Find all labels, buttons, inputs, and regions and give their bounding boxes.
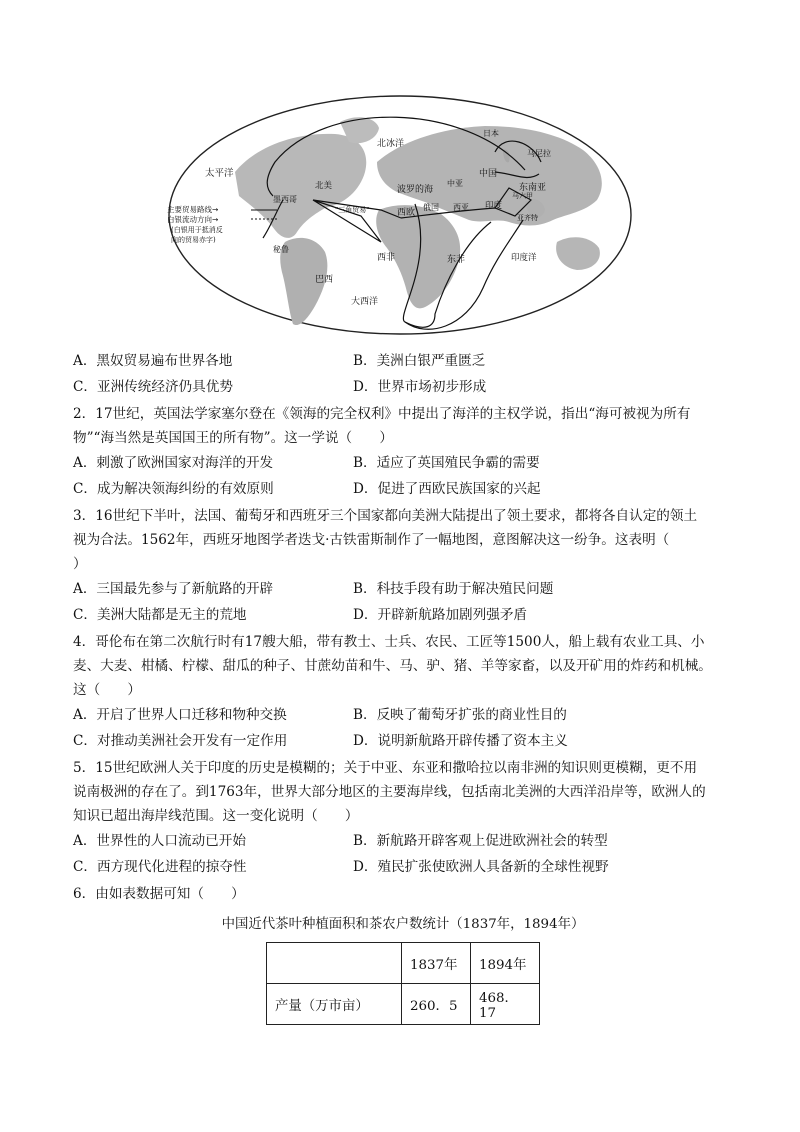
map-label-jakarta: 亚齐特 <box>517 214 538 222</box>
q3-line-3: ） <box>73 556 87 572</box>
q4-stem <box>73 630 733 702</box>
q3-option-a[interactable]: A．三国最先参与了新航路的开辟 <box>73 581 274 597</box>
q4-line-3: 这（ ） <box>73 682 141 698</box>
q3-option-c[interactable]: C．美洲大陆都是无主的荒地 <box>73 607 247 623</box>
q2-options-row-2 <box>73 476 733 502</box>
map-label-western-europe: 西欧 <box>397 208 416 218</box>
map-label-pacific: 太平洋 <box>205 168 234 179</box>
q5-line-1: 5．15世纪欧洲人关于印度的历史是模糊的；关于中亚、东亚和撒哈拉以南非洲的知识则更模糊，更不用 <box>73 760 698 776</box>
table-header-1837: 1837年 <box>402 943 471 984</box>
map-label-brazil: 巴西 <box>315 275 334 285</box>
table-header-row <box>267 943 540 984</box>
q3-line-1: 3．16世纪下半叶，法国、葡萄牙和西班牙三个国家都向美洲大陆提出了领土要求，都将各自认定的领土 <box>73 508 698 524</box>
q6-stem: 6．由如表数据可知（ ） <box>73 886 245 902</box>
q4-option-d[interactable]: D．说明新航路开辟传播了资本主义 <box>353 733 568 749</box>
world-map-svg <box>165 92 635 338</box>
map-label-malacca: 马六甲 <box>512 192 533 200</box>
q1-option-c[interactable]: C．亚洲传统经济仍具优势 <box>73 379 233 395</box>
table-cell-1894: 468．17 <box>471 984 540 1025</box>
q5-line-3: 知识已超出海岸线范围。这一变化说明（ ） <box>73 808 359 824</box>
q3-options-row-2 <box>73 602 733 628</box>
q2-option-c[interactable]: C．成为解决领海纠纷的有效原则 <box>73 481 274 497</box>
q3-stem <box>73 504 733 576</box>
map-label-atlantic: 大西洋 <box>351 297 379 307</box>
q5-option-d[interactable]: D．殖民扩张使欧洲人具备新的全球性视野 <box>353 859 609 875</box>
q4-line-2: 麦、大麦、柑橘、柠檬、甜瓜的种子、甘蔗幼苗和牛、马、驴、猪、羊等家畜，以及开矿用的炸药和机械。 <box>73 658 712 674</box>
map-label-east-africa: 东非 <box>447 255 466 265</box>
table-header-empty <box>267 943 402 984</box>
q5-option-c[interactable]: C．西方现代化进程的掠夺性 <box>73 859 247 875</box>
map-label-russia: 俄国 <box>423 203 439 212</box>
q1-option-b[interactable]: B．美洲白银严重匮乏 <box>353 353 486 369</box>
q5-line-2: 说南极洲的存在了。到1763年，世界大部分地区的主要海岸线，包括南北美洲的大西洋沿岸等，欧洲人的 <box>73 784 706 800</box>
q1-options-row-1 <box>73 348 733 374</box>
trade-route-map <box>165 92 635 338</box>
q4-option-b[interactable]: B．反映了葡萄牙扩张的商业性目的 <box>353 707 567 723</box>
table-row-label: 产量（万市亩） <box>267 984 402 1025</box>
map-label-japan: 日本 <box>483 129 499 138</box>
q2-options-row-1 <box>73 450 733 476</box>
map-label-peru: 秘鲁 <box>273 245 289 254</box>
table-row <box>267 984 540 1025</box>
q5-stem <box>73 756 733 828</box>
map-label-west-asia: 西亚 <box>453 203 469 212</box>
map-label-triangle-trade: "三角贸易" <box>335 206 370 214</box>
q4-option-a[interactable]: A．开启了世界人口迁移和物种交换 <box>73 707 287 723</box>
map-label-southeast-asia: 东南亚 <box>519 183 547 193</box>
map-label-west-africa: 西非 <box>377 253 396 263</box>
q4-options-row-1 <box>73 702 733 728</box>
q2-option-a[interactable]: A．刺激了欧洲国家对海洋的开发 <box>73 455 274 471</box>
q5-option-a[interactable]: A．世界性的人口流动已开始 <box>73 833 246 849</box>
map-label-mexico: 墨西哥 <box>273 195 297 204</box>
q5-options-row-1 <box>73 828 733 854</box>
q5-options-row-2 <box>73 854 733 880</box>
map-label-arctic: 北冰洋 <box>377 139 405 149</box>
q2-line-2: 物”“海当然是英国国王的所有物”。这一学说（ ） <box>73 430 393 446</box>
q1-options-row-2 <box>73 374 733 400</box>
q2-stem <box>73 402 733 450</box>
map-label-indian-ocean: 印度洋 <box>511 253 537 263</box>
q2-option-b[interactable]: B．适应了英国殖民争霸的需要 <box>353 455 540 471</box>
map-label-central-asia: 中亚 <box>447 179 463 188</box>
map-label-north-america: 北美 <box>315 181 333 191</box>
q4-line-1: 4．哥伦布在第二次航行时有17艘大船，带有教士、士兵、农民、工匠等1500人，船上载有农业工具、小 <box>73 634 705 650</box>
map-legend-note1: (白银用于抵消反 <box>171 226 223 234</box>
table-cell-1837: 260．5 <box>402 984 471 1025</box>
question-content <box>73 348 733 1025</box>
map-label-china: 中国 <box>479 169 498 179</box>
map-legend-main: 主要贸易路线→ <box>167 205 219 214</box>
q1-option-d[interactable]: D．世界市场初步形成 <box>353 379 487 395</box>
q3-options-row-1 <box>73 576 733 602</box>
tea-statistics-table <box>266 942 540 1025</box>
map-label-manila: 马尼拉 <box>527 149 551 158</box>
map-legend-note2: 向的贸易赤字) <box>171 236 216 244</box>
q3-line-2: 视为合法。1562年，西班牙地图学者迭戈·古铁雷斯制作了一幅地图，意图解决这一纷争。这表明（ <box>73 532 670 548</box>
q4-options-row-2 <box>73 728 733 754</box>
q1-option-a[interactable]: A．黑奴贸易遍布世界各地 <box>73 353 233 369</box>
q5-option-b[interactable]: B．新航路开辟客观上促进欧洲社会的转型 <box>353 833 608 849</box>
map-label-baltic: 波罗的海 <box>397 185 434 195</box>
map-label-india: 印度 <box>485 201 503 211</box>
q2-line-1: 2．17世纪，英国法学家塞尔登在《领海的完全权利》中提出了海洋的主权学说，指出“海可被视为所有 <box>73 406 691 422</box>
q2-option-d[interactable]: D．促进了西欧民族国家的兴起 <box>353 481 541 497</box>
table-header-1894: 1894年 <box>471 943 540 984</box>
q3-option-d[interactable]: D．开辟新航路加剧列强矛盾 <box>353 607 528 623</box>
table-caption: 中国近代茶叶种植面积和茶农户数统计（1837年，1894年） <box>221 917 585 932</box>
q4-option-c[interactable]: C．对推动美洲社会开发有一定作用 <box>73 733 288 749</box>
q3-option-b[interactable]: B．科技手段有助于解决殖民问题 <box>353 581 554 597</box>
map-legend-silver: 白银流动方向→ <box>167 215 219 224</box>
